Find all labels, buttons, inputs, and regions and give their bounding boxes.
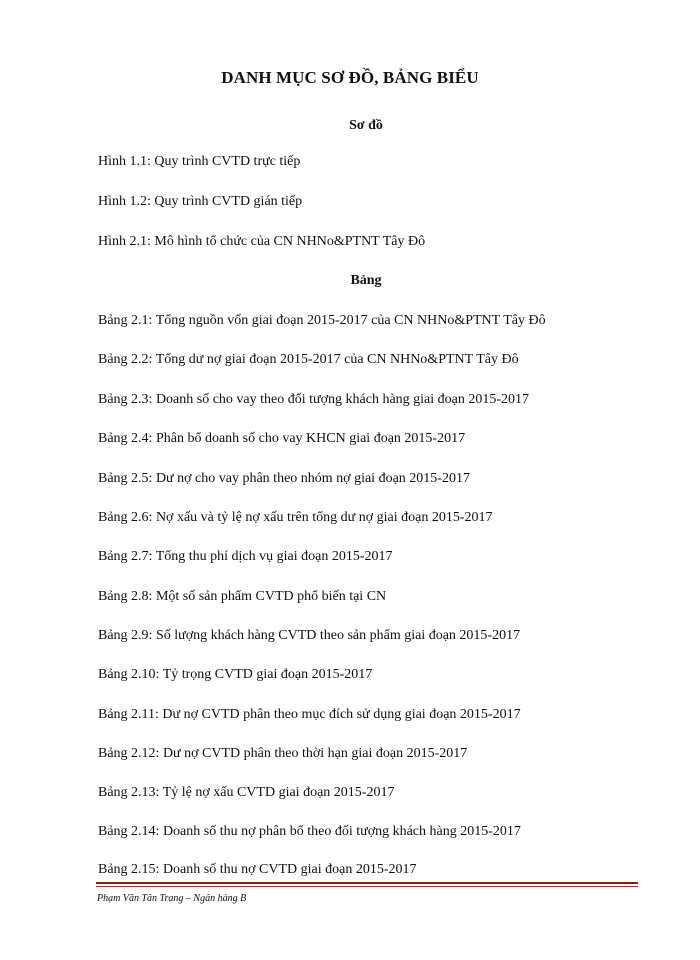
page-title: DANH MỤC SƠ ĐỒ, BẢNG BIỂU	[221, 68, 479, 87]
list-item: Hình 1.2: Quy trình CVTD gián tiếp	[98, 194, 303, 209]
footer-author-text: Phạm Văn Tân Trang – Ngân hàng B	[97, 893, 247, 904]
list-item: Bảng 2.5: Dư nợ cho vay phân theo nhóm nợ giai đoạn 2015-2017	[98, 471, 470, 486]
footer-divider-thin	[96, 886, 638, 887]
list-item: Bảng 2.11: Dư nợ CVTD phân theo mục đích sử dụng giai đoạn 2015-2017	[98, 707, 521, 722]
list-item: Bảng 2.13: Tỷ lệ nợ xấu CVTD giai đoạn 2015-2017	[98, 785, 395, 800]
list-item: Bảng 2.1: Tổng nguồn vốn giai đoạn 2015-2017 của CN NHNo&PTNT Tây Đô	[98, 313, 546, 328]
section-heading-tables: Bảng	[350, 273, 382, 288]
list-item: Bảng 2.14: Doanh số thu nợ phân bổ theo đối tượng khách hàng 2015-2017	[98, 824, 521, 839]
list-item: Hình 2.1: Mô hình tổ chức của CN NHNo&PTNT Tây Đô	[98, 234, 426, 249]
footer-divider	[96, 882, 638, 884]
list-item: Bảng 2.4: Phân bổ doanh số cho vay KHCN giai đoạn 2015-2017	[98, 431, 466, 446]
section-heading-diagrams: Sơ đồ	[349, 118, 383, 133]
list-item: Bảng 2.12: Dư nợ CVTD phân theo thời hạn giai đoạn 2015-2017	[98, 746, 468, 761]
list-item: Bảng 2.8: Một số sản phẩm CVTD phổ biến tại CN	[98, 589, 387, 604]
list-item: Bảng 2.9: Số lượng khách hàng CVTD theo sản phẩm giai đoạn 2015-2017	[98, 628, 521, 643]
list-item: Bảng 2.7: Tổng thu phí dịch vụ giai đoạn 2015-2017	[98, 549, 393, 564]
list-item: Hình 1.1: Quy trình CVTD trực tiếp	[98, 154, 301, 169]
list-item: Bảng 2.10: Tỷ trọng CVTD giai đoạn 2015-2017	[98, 667, 373, 682]
list-item: Bảng 2.2: Tổng dư nợ giai đoạn 2015-2017 của CN NHNo&PTNT Tây Đô	[98, 352, 519, 367]
list-item: Bảng 2.6: Nợ xấu và tỷ lệ nợ xấu trên tổng dư nợ giai đoạn 2015-2017	[98, 510, 493, 525]
list-item: Bảng 2.3: Doanh số cho vay theo đối tượng khách hàng giai đoạn 2015-2017	[98, 392, 530, 407]
list-item: Bảng 2.15: Doanh số thu nợ CVTD giai đoạn 2015-2017	[98, 862, 417, 877]
